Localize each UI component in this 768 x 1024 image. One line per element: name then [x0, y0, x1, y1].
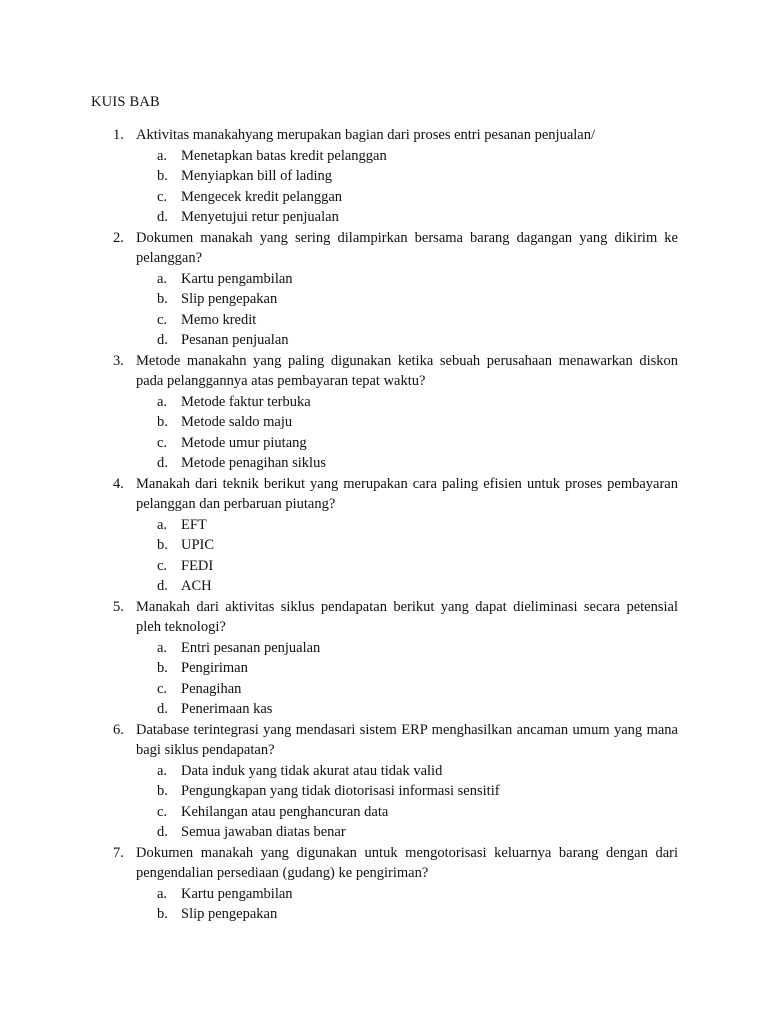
question-text: Manakah dari aktivitas siklus pendapatan berikut yang dapat dieliminasi secara petensial pleh teknologi? — [136, 598, 678, 635]
option-list — [0, 761, 768, 843]
question-number: 7. — [113, 844, 124, 861]
option-letter: b. — [157, 660, 168, 676]
option-item — [0, 904, 768, 925]
option-text: Menyetujui retur penjualan — [181, 209, 339, 225]
option-item — [0, 884, 768, 905]
question-text: Database terintegrasi yang mendasari sistem ERP menghasilkan ancaman umum yang mana bagi siklus pendapatan? — [136, 721, 678, 758]
option-letter: d. — [157, 701, 168, 717]
option-list — [0, 884, 768, 925]
question-7 — [0, 843, 768, 925]
question-number: 5. — [113, 598, 124, 615]
option-text: Menyiapkan bill of lading — [181, 168, 333, 184]
option-item — [0, 289, 768, 310]
option-letter: a. — [157, 393, 168, 410]
option-text: Data induk yang tidak akurat atau tidak valid — [181, 762, 443, 779]
option-item — [0, 453, 768, 474]
option-item — [0, 699, 768, 720]
option-item — [0, 679, 768, 700]
option-text: Pengiriman — [181, 660, 248, 676]
question-5 — [0, 597, 768, 720]
question-text: Manakah dari teknik berikut yang merupakan cara paling efisien untuk proses pembayaran pelanggan dan perbaruan piutang? — [136, 475, 678, 512]
question-6 — [0, 720, 768, 843]
option-letter: c. — [157, 680, 168, 697]
option-letter: a. — [157, 270, 168, 287]
option-item — [0, 658, 768, 679]
option-letter: a. — [157, 762, 168, 779]
option-list — [0, 392, 768, 474]
option-text: Entri pesanan penjualan — [181, 639, 321, 656]
option-text: Kehilangan atau penghancuran data — [181, 803, 389, 820]
option-letter: d. — [157, 824, 168, 840]
option-item — [0, 556, 768, 577]
option-letter: c. — [157, 188, 168, 205]
option-letter: c. — [157, 434, 168, 451]
option-item — [0, 761, 768, 782]
option-letter: a. — [157, 147, 168, 164]
option-letter: b. — [157, 537, 168, 553]
question-number: 1. — [113, 127, 124, 143]
option-letter: d. — [157, 332, 168, 348]
option-text: ACH — [181, 578, 212, 594]
question-4 — [0, 474, 768, 597]
option-letter: b. — [157, 168, 168, 184]
option-letter: a. — [157, 516, 168, 533]
option-item — [0, 330, 768, 351]
question-list — [0, 125, 768, 925]
option-letter: b. — [157, 414, 168, 430]
question-number: 4. — [113, 475, 124, 492]
option-letter: d. — [157, 209, 168, 225]
option-text: Memo kredit — [181, 311, 257, 328]
option-item — [0, 822, 768, 843]
option-item — [0, 802, 768, 823]
question-text: Dokumen manakah yang sering dilampirkan bersama barang dagangan yang dikirim ke pelanggan? — [136, 229, 678, 266]
option-text: Metode faktur terbuka — [181, 393, 311, 410]
option-text: Slip pengepakan — [181, 906, 278, 922]
option-item — [0, 392, 768, 413]
option-letter: b. — [157, 783, 168, 799]
option-letter: d. — [157, 578, 168, 594]
option-item — [0, 433, 768, 454]
option-letter: c. — [157, 311, 168, 328]
option-item — [0, 207, 768, 228]
question-3 — [0, 351, 768, 474]
option-item — [0, 412, 768, 433]
option-text: UPIC — [181, 537, 215, 553]
question-number: 3. — [113, 352, 124, 369]
document-title: KUIS BAB — [91, 94, 160, 110]
option-item — [0, 515, 768, 536]
option-text: Pengungkapan yang tidak diotorisasi informasi sensitif — [181, 783, 500, 799]
option-text: Penerimaan kas — [181, 701, 273, 717]
question-text: Dokumen manakah yang digunakan untuk mengotorisasi keluarnya barang dengan dari pengendalian persediaan (gudang) ke pengiriman? — [136, 844, 678, 881]
option-text: Kartu pengambilan — [181, 270, 293, 287]
question-number: 2. — [113, 229, 124, 246]
option-item — [0, 187, 768, 208]
option-letter: b. — [157, 291, 168, 307]
option-text: Penagihan — [181, 680, 242, 697]
option-letter: b. — [157, 906, 168, 922]
question-1 — [0, 125, 768, 228]
option-text: Menetapkan batas kredit pelanggan — [181, 147, 387, 164]
question-text: Metode manakahn yang paling digunakan ketika sebuah perusahaan menawarkan diskon pada pelanggannya atas pembayaran tepat waktu? — [136, 352, 678, 389]
option-letter: c. — [157, 803, 168, 820]
option-list — [0, 515, 768, 597]
option-letter: a. — [157, 639, 168, 656]
option-item — [0, 638, 768, 659]
question-2 — [0, 228, 768, 351]
option-text: Semua jawaban diatas benar — [181, 824, 346, 840]
option-letter: c. — [157, 557, 168, 574]
option-text: Pesanan penjualan — [181, 332, 289, 348]
option-item — [0, 146, 768, 167]
question-number: 6. — [113, 721, 124, 738]
option-letter: d. — [157, 455, 168, 471]
option-item — [0, 310, 768, 331]
option-text: Metode saldo maju — [181, 414, 293, 430]
option-item — [0, 781, 768, 802]
option-item — [0, 535, 768, 556]
option-list — [0, 269, 768, 351]
option-item — [0, 269, 768, 290]
option-text: FEDI — [181, 557, 214, 574]
option-item — [0, 576, 768, 597]
option-letter: a. — [157, 885, 168, 902]
option-text: Kartu pengambilan — [181, 885, 293, 902]
option-text: Slip pengepakan — [181, 291, 278, 307]
option-text: Metode penagihan siklus — [181, 455, 326, 471]
option-text: Mengecek kredit pelanggan — [181, 188, 343, 205]
question-text: Aktivitas manakahyang merupakan bagian dari proses entri pesanan penjualan/ — [136, 127, 596, 143]
option-list — [0, 146, 768, 228]
option-text: EFT — [181, 516, 207, 533]
option-text: Metode umur piutang — [181, 434, 307, 451]
option-item — [0, 166, 768, 187]
option-list — [0, 638, 768, 720]
